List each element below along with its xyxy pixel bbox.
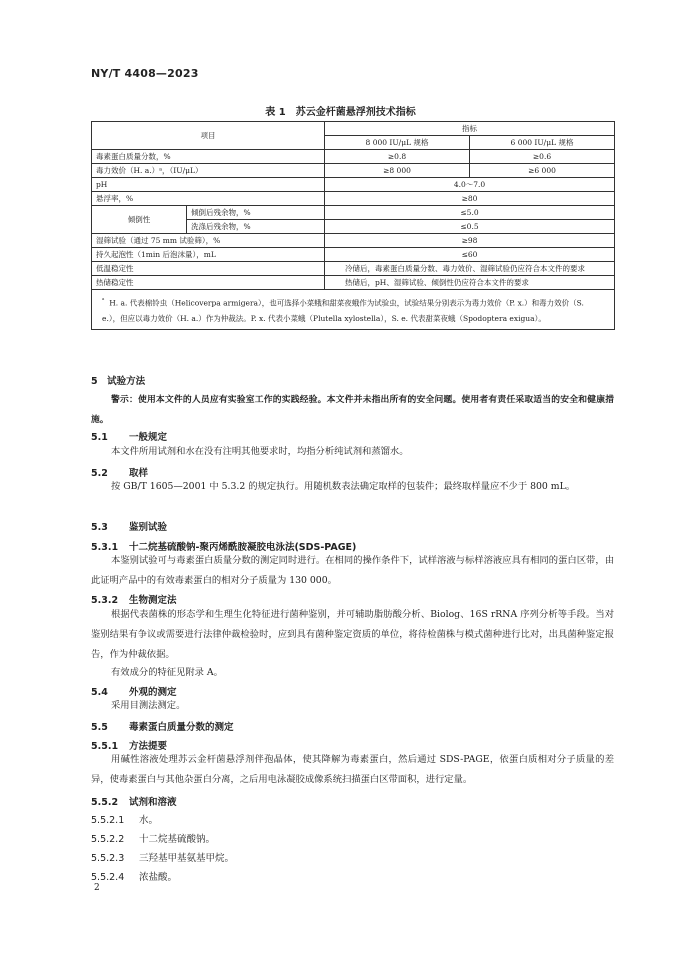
section-number: 5.1 xyxy=(91,432,108,443)
row-value: ≤0.5 xyxy=(325,220,615,234)
section-5-2-text: 按 GB/T 1605—2001 中 5.3.2 的规定执行。用随机数表法确定取样的包装件；最终取样量应不少于 800 mL。 xyxy=(111,481,576,492)
section-number: 5.4 xyxy=(91,687,108,698)
table-row xyxy=(92,276,615,290)
section-5-3-2-text-2: 有效成分的特征见附录 A。 xyxy=(111,667,223,678)
section-title: 试剂和溶液 xyxy=(129,797,177,808)
item-text: 水。 xyxy=(139,815,159,826)
section-5-1-text: 本文件所用试剂和水在没有注明其他要求时，均指分析纯试剂和蒸馏水。 xyxy=(111,446,409,457)
table-row xyxy=(92,248,615,262)
row-value: 热储后，pH、湿筛试验、倾倒性仍应符合本文件的要求 xyxy=(325,276,615,290)
row-label: 毒力效价（H. a.）ᵃ，（IU/μL） xyxy=(92,164,325,178)
list-item xyxy=(91,850,234,864)
row-value-a: ≥0.8 xyxy=(325,150,470,164)
row-value-a: ≥8 000 xyxy=(325,164,470,178)
safety-warning: 警示：使用本文件的人员应有实验室工作的实践经验。本文件并未指出所有的安全问题。使用者有责任采取适当的安全和健康措施。 xyxy=(91,395,614,425)
row-label: pH xyxy=(92,178,325,192)
header-item: 项目 xyxy=(92,122,325,150)
table-row xyxy=(92,262,615,276)
row-label: 低温稳定性 xyxy=(92,262,325,276)
section-number: 5.2 xyxy=(91,468,108,479)
section-5-3-2-text: 根据代表菌株的形态学和生理生化特征进行菌种鉴别，并可辅助脂肪酸分析、Biolog、16S rRNA 序列分析等手段。当对鉴别结果有争议或需要进行法律仲裁检验时，应到具有菌种鉴定资质的单位，将待检菌株与模式菌种进行比对，出具菌种鉴定报告，作为仲裁依据。 xyxy=(91,609,614,660)
item-number: 5.5.2.2 xyxy=(91,834,125,845)
row-sub-label: 洗涤后残余物，% xyxy=(187,220,325,234)
spec-table xyxy=(91,121,615,330)
item-text: 十二烷基硫酸钠。 xyxy=(139,834,216,845)
section-number: 5.3.1 xyxy=(91,542,119,553)
section-number: 5.3.2 xyxy=(91,595,119,606)
section-title: 生物测定法 xyxy=(129,595,177,606)
section-5-5-1-text: 用碱性溶液处理苏云金杆菌悬浮剂伴孢晶体，使其降解为毒素蛋白，然后通过 SDS-PAGE，依蛋白质相对分子质量的差异，使毒素蛋白与其他杂蛋白分离，之后用电泳凝胶成像系统扫描蛋白区带面积，进行定量。 xyxy=(91,754,614,785)
row-value: ≤5.0 xyxy=(325,206,615,220)
section-title: 十二烷基硫酸钠-聚丙烯酰胺凝胶电泳法(SDS-PAGE) xyxy=(129,542,357,553)
item-text: 浓盐酸。 xyxy=(139,872,178,883)
header-index: 指标 xyxy=(325,122,615,136)
item-number: 5.5.2.3 xyxy=(91,853,125,864)
section-5-3-1-text: 本鉴别试验可与毒素蛋白质量分数的测定同时进行。在相同的操作条件下，试样溶液与标样溶液应具有相同的蛋白区带，由此证明产品中的有效毒素蛋白的相对分子质量为 130 000。 xyxy=(91,555,614,586)
section-title: 一般规定 xyxy=(129,432,168,443)
section-5-3-heading xyxy=(91,519,167,533)
section-5-1-heading xyxy=(91,429,167,443)
row-group-label: 倾倒性 xyxy=(92,206,187,234)
row-sub-label: 倾倒后残余物，% xyxy=(187,206,325,220)
table-row xyxy=(92,234,615,248)
table-caption: 表 1 苏云金杆菌悬浮剂技术指标 xyxy=(265,107,416,118)
item-number: 5.5.2.4 xyxy=(91,872,125,883)
header-spec-a: 8 000 IU/μL 规格 xyxy=(325,136,470,150)
page-number: 2 xyxy=(94,883,100,893)
row-value: ≥80 xyxy=(325,192,615,206)
table-footnote-row xyxy=(92,290,615,330)
table-row xyxy=(92,150,615,164)
list-item xyxy=(91,812,158,826)
list-item xyxy=(91,831,215,845)
table-row xyxy=(92,192,615,206)
row-label: 湿筛试验（通过 75 mm 试验筛），% xyxy=(92,234,325,248)
section-title: 鉴别试验 xyxy=(129,522,168,533)
footnote-mark: ᵃ xyxy=(102,297,105,304)
footnote-text: H. a. 代表棉铃虫（Helicoverpa armigera），也可选择小菜蛾和甜菜夜蛾作为试验虫，试验结果分别表示为毒力效价（P. x.）和毒力效价（S. e.），但应以毒力效价（H. a.）作为仲裁法。P. x. 代表小菜蛾（Plutella xylostella），S. e. 代表甜菜夜蛾（Spodoptera exigua）。 xyxy=(102,298,584,323)
row-label: 毒素蛋白质量分数，% xyxy=(92,150,325,164)
section-5-4-text: 采用目测法测定。 xyxy=(111,700,186,711)
section-number: 5.5.1 xyxy=(91,741,119,752)
row-value: ≥98 xyxy=(325,234,615,248)
item-text: 三羟基甲基氨基甲烷。 xyxy=(139,853,235,864)
section-number: 5.3 xyxy=(91,522,108,533)
row-value: 冷储后，毒素蛋白质量分数、毒力效价、湿筛试验仍应符合本文件的要求 xyxy=(325,262,615,276)
list-item xyxy=(91,869,177,883)
table-header-row xyxy=(92,122,615,136)
section-number: 5.5 xyxy=(91,722,108,733)
section-5-5-heading xyxy=(91,719,234,733)
table-row xyxy=(92,164,615,178)
row-value: 4.0～7.0 xyxy=(325,178,615,192)
row-value-b: ≥0.6 xyxy=(470,150,615,164)
section-5-title: 5 试验方法 xyxy=(91,376,146,387)
row-value: ≤60 xyxy=(325,248,615,262)
section-title: 方法提要 xyxy=(129,741,168,752)
table-footnote xyxy=(92,290,615,330)
section-title: 毒素蛋白质量分数的测定 xyxy=(129,722,234,733)
section-5-3-2-heading xyxy=(91,592,177,606)
section-5-5-2-heading xyxy=(91,794,177,808)
table-row xyxy=(92,206,615,220)
document-code-header: NY/T 4408—2023 xyxy=(91,67,199,80)
row-label: 悬浮率，% xyxy=(92,192,325,206)
item-number: 5.5.2.1 xyxy=(91,815,125,826)
row-value-b: ≥6 000 xyxy=(470,164,615,178)
section-number: 5.5.2 xyxy=(91,797,119,808)
table-row xyxy=(92,178,615,192)
row-label: 持久起泡性（1min 后泡沫量），mL xyxy=(92,248,325,262)
section-title: 取样 xyxy=(129,468,149,479)
header-spec-b: 6 000 IU/μL 规格 xyxy=(470,136,615,150)
row-label: 热储稳定性 xyxy=(92,276,325,290)
section-title: 外观的测定 xyxy=(129,687,177,698)
